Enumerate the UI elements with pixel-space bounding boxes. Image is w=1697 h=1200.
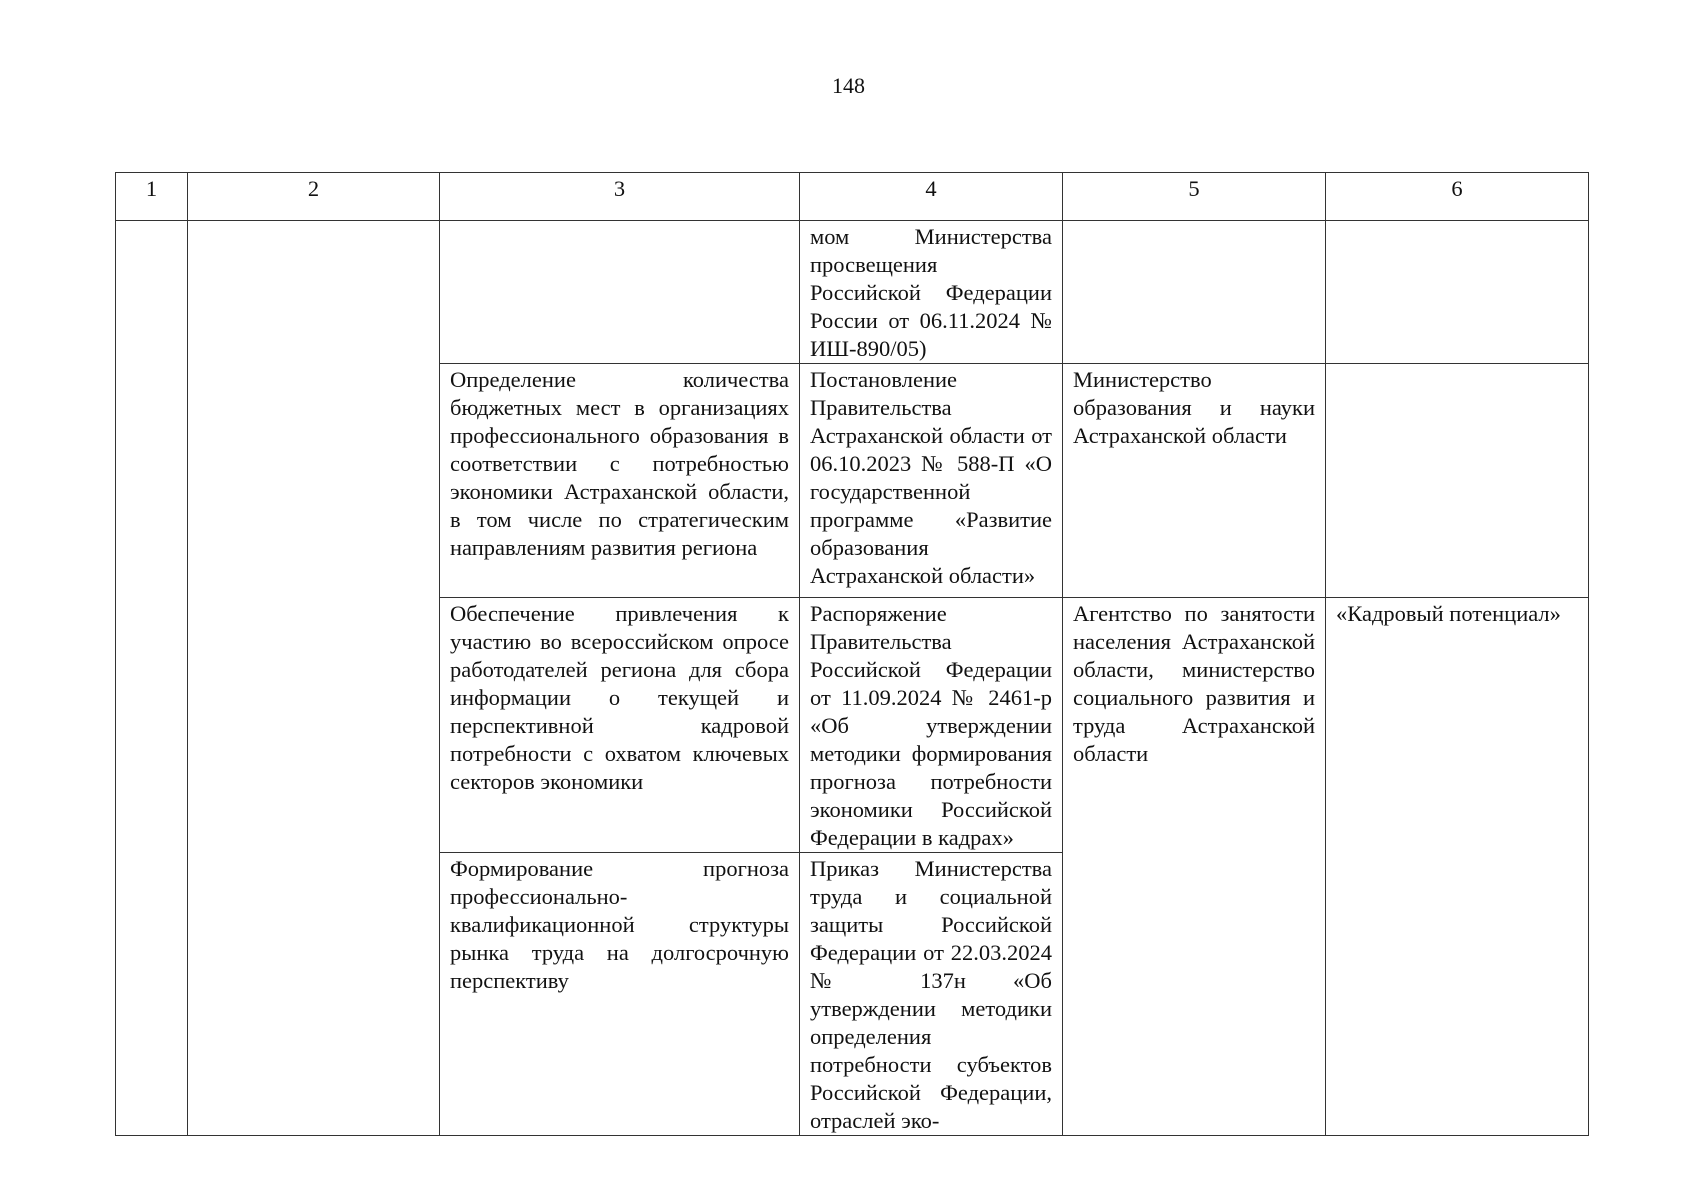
cell-col3 xyxy=(440,221,800,364)
column-header: 2 xyxy=(188,173,440,221)
cell-col4: Распоряжение Правительства Российской Федерации от 11.09.2024 № 2461-р «Об утверждении методики формирования прогноза потребности экономики Российской Федерации в кадрах» xyxy=(800,598,1063,853)
cell-col4: Приказ Министерства труда и социальной защиты Российской Федерации от 22.03.2024 № 137н «Об утверждении методики определения потребности субъектов Российской Федерации, отраслей эко- xyxy=(800,853,1063,1136)
cell-col3: Обеспечение привлечения к участию во всероссийском опросе работодателей региона для сбора информации о текущей и перспективной кадровой потребности с охватом ключевых секторов экономики xyxy=(440,598,800,853)
table-header-row xyxy=(116,173,1589,221)
cell-col2 xyxy=(188,221,440,1136)
column-header: 5 xyxy=(1063,173,1326,221)
cell-col6 xyxy=(1326,221,1589,364)
cell-col5 xyxy=(1063,221,1326,364)
cell-col3: Определение количества бюджетных мест в организациях профессионального образования в соответствии с потребностью экономики Астраханской области, в том числе по стратегическим направлениям развития региона xyxy=(440,364,800,598)
cell-col5: Агентство по занятости населения Астраханской области, министерство социального развития и труда Астраханской области xyxy=(1063,598,1326,1136)
column-header: 4 xyxy=(800,173,1063,221)
document-table xyxy=(115,172,1589,1136)
cell-col4: Постановление Правительства Астраханской области от 06.10.2023 № 588-П «О государственной программе «Развитие образования Астраханской области» xyxy=(800,364,1063,598)
column-header: 3 xyxy=(440,173,800,221)
cell-col1 xyxy=(116,221,188,1136)
column-header: 1 xyxy=(116,173,188,221)
page-number: 148 xyxy=(832,73,865,98)
cell-col5: Министерство образования и науки Астраханской области xyxy=(1063,364,1326,598)
cell-col6: «Кадровый потенциал» xyxy=(1326,598,1589,1136)
cell-col4: мом Министерства просвещения Российской Федерации России от 06.11.2024 № ИШ-890/05) xyxy=(800,221,1063,364)
cell-col6 xyxy=(1326,364,1589,598)
column-header: 6 xyxy=(1326,173,1589,221)
cell-col3: Формирование прогноза профессионально-квалификационной структуры рынка труда на долгосрочную перспективу xyxy=(440,853,800,1136)
table-row xyxy=(116,221,1589,364)
